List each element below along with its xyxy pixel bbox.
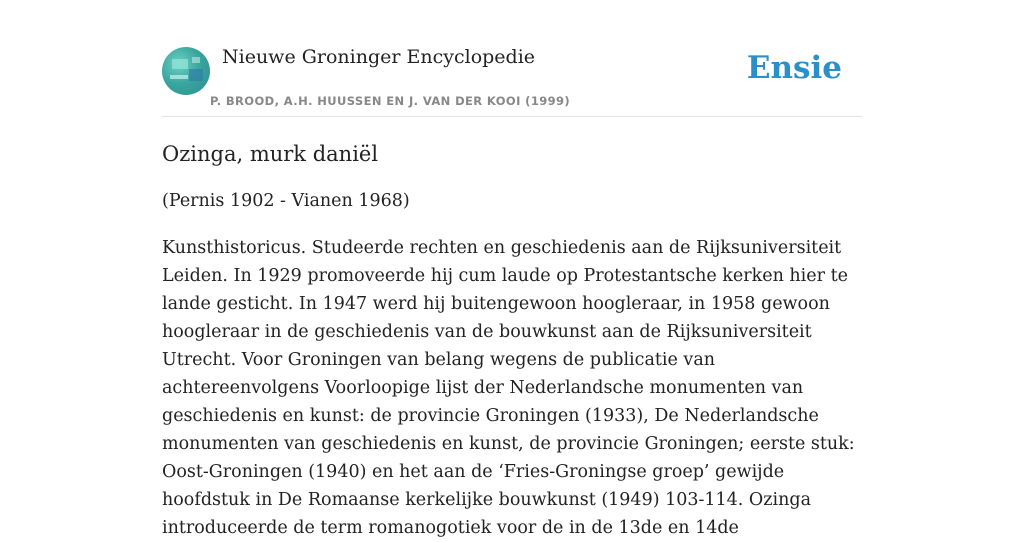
- book-title[interactable]: Nieuwe Groninger Encyclopedie: [222, 46, 536, 68]
- book-authors: P. BROOD, A.H. HUUSSEN EN J. VAN DER KOOI (1999): [210, 94, 571, 108]
- entry-subtitle: (Pernis 1902 - Vianen 1968): [162, 191, 410, 211]
- book-header: [162, 38, 862, 117]
- ensie-logo-link[interactable]: Ensie: [746, 50, 842, 86]
- entry-title: Ozinga, murk daniël: [162, 142, 379, 166]
- entry-body: Kunsthistoricus. Studeerde rechten en geschiedenis aan de Rijksuniversiteit Leiden. In 1929 promoveerde hij cum laude op Protestantsche kerken hier te lande gesticht. In 1947 werd hij buitengewoon hoogleraar, in 1958 gewoon hoogleraar in de geschiedenis van de bouwkunst aan de Rijksuniversiteit Utrecht. Voor Groningen van belang wegens de publicatie van achtereenvolgens Voorloopige lijst der Nederlandsche monumenten van geschiedenis en kunst: de provincie Groningen (1933), De Nederlandsche monumenten van geschiedenis en kunst, de provincie Groningen; eerste stuk: Oost-Groningen (1940) en het aan de ‘Fries-Groningse groep’ gewijde hoofdstuk in De Romaanse kerkelijke bouwkunst (1949) 103-114. Ozinga introduceerde de term romanogotiek voor de in de 13de en 14de: [162, 238, 855, 538]
- entry-content: [162, 138, 862, 542]
- book-cover-icon[interactable]: [162, 47, 210, 95]
